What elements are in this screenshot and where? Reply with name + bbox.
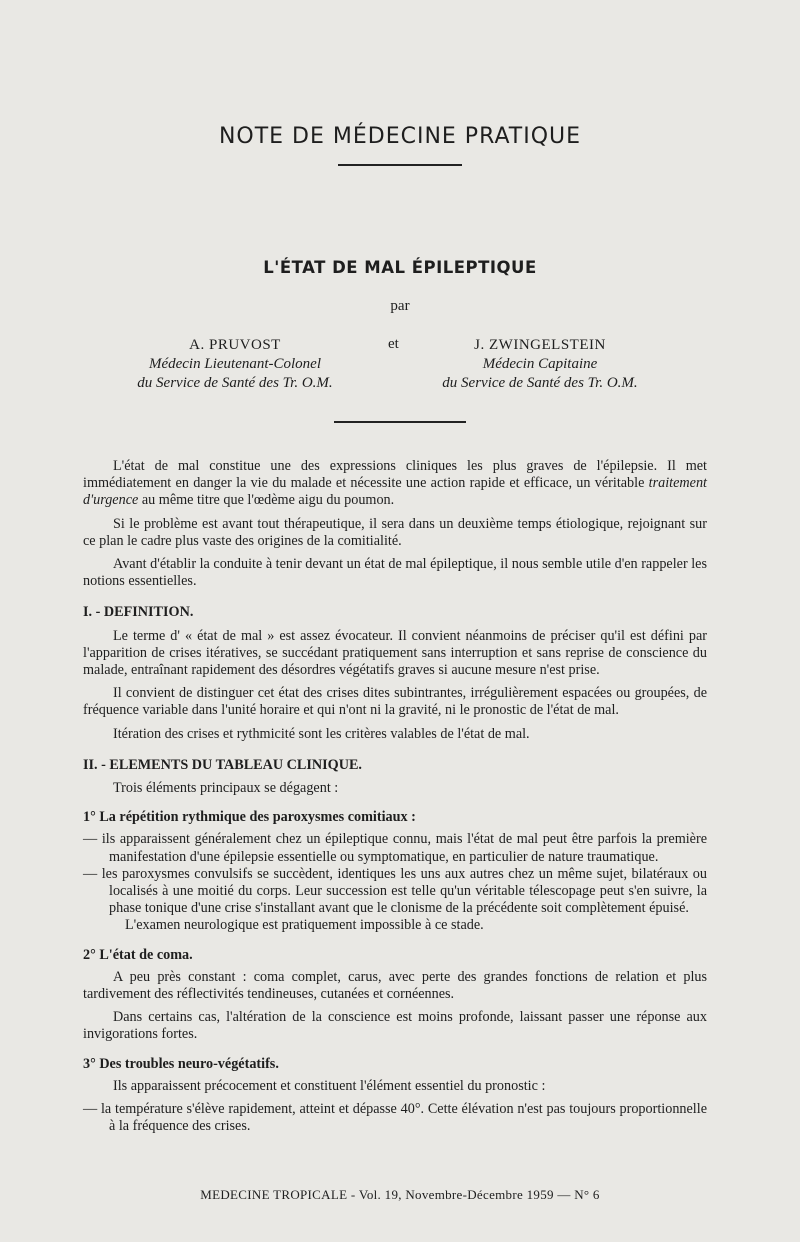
section-heading: II. - ELEMENTS DU TABLEAU CLINIQUE. xyxy=(83,756,362,773)
emphasis-text: traitement d'urgence xyxy=(83,475,707,509)
paragraph: Itération des crises et rythmicité sont les critères valables de l'état de mal. xyxy=(113,725,530,742)
byline-par: par xyxy=(390,298,410,314)
dash-item: — les paroxysmes convulsifs se succèdent, identiques les uns aux autres chez un même sujet, bilatéraux ou localisés à une moitié du corps. Leur succession est telle qu'un véritable télescopage peut s'en suivre, la phase tonique d'une crise s'installant avant que le clonisme de la précédente soit complètement épuisé. xyxy=(83,865,707,917)
paragraph: Trois éléments principaux se dégagent : xyxy=(113,780,339,797)
author-conjunction: et xyxy=(388,336,399,352)
dash-item: — ils apparaissent généralement chez un épileptique connu, mais l'état de mal peut être parfois la première manifestation d'une épilepsie essentielle ou symptomatique, en particulier de nature traumatique. xyxy=(83,831,707,865)
intro-paragraph: Avant d'établir la conduite à tenir devant un état de mal épileptique, il nous semble utile d'en rappeler les notions essentielles. xyxy=(83,556,707,590)
intro-paragraph: Si le problème est avant tout thérapeutique, il sera dans un deuxième temps étiologique, rejoignant sur ce plan le cadre plus vaste des origines de la comitialité. xyxy=(83,515,707,549)
section-heading: I. - DEFINITION. xyxy=(83,604,194,621)
author-service: du Service de Santé des Tr. O.M. xyxy=(442,375,638,391)
paragraph: L'examen neurologique est pratiquement impossible à ce stade. xyxy=(125,917,484,934)
article-body xyxy=(83,458,707,1136)
author-name: A. PRUVOST xyxy=(189,337,281,353)
author-service: du Service de Santé des Tr. O.M. xyxy=(137,375,333,391)
article-title: L'ÉTAT DE MAL ÉPILEPTIQUE xyxy=(263,258,537,277)
author-1 xyxy=(90,336,380,393)
author-2 xyxy=(400,336,680,393)
paragraph: Dans certains cas, l'altération de la conscience est moins profonde, laissant passer une réponse aux invigorations fortes. xyxy=(83,1009,707,1043)
journal-section-title: NOTE DE MÉDECINE PRATIQUE xyxy=(218,124,582,149)
author-role: Médecin Capitaine xyxy=(482,356,598,372)
author-name: J. ZWINGELSTEIN xyxy=(474,337,606,353)
divider-rule xyxy=(338,164,462,166)
subsection-heading: 3° Des troubles neuro-végétatifs. xyxy=(83,1055,279,1072)
subsection-heading: 2° L'état de coma. xyxy=(83,946,193,963)
dash-item: — la température s'élève rapidement, atteint et dépasse 40°. Cette élévation n'est pas toujours proportionnelle à la fréquence des crises. xyxy=(83,1101,707,1135)
paragraph: Le terme d' « état de mal » est assez évocateur. Il convient néanmoins de préciser qu'il est défini par l'apparition de crises itératives, se succédant pratiquement sans interruption et sans reprise de conscience du malade, entraînant rapidement des désordres végétatifs graves si aucune mesure n'est prise. xyxy=(83,627,707,679)
author-role: Médecin Lieutenant-Colonel xyxy=(148,356,322,372)
paragraph: A peu près constant : coma complet, carus, avec perte des grandes fonctions de relation et plus tardivement des réflectivités tendineuses, cutanées et cornéennes. xyxy=(83,968,707,1003)
divider-rule xyxy=(334,421,466,423)
paragraph: Il convient de distinguer cet état des crises dites subintrantes, irrégulièrement espacées ou groupées, de fréquence variable dans l'unité horaire et qui n'ont ni la gravité, ni le pronostic de l'état de mal. xyxy=(83,685,707,719)
intro-paragraph: L'état de mal constitue une des expressions cliniques les plus graves de l'épilepsie. Il met immédiatement en danger la vie du malade et nécessite une action rapide et efficace, un véritable traitement d'urgence au même titre que l'œdème aigu du poumon. xyxy=(83,458,707,509)
page-footer: MEDECINE TROPICALE - Vol. 19, Novembre-Décembre 1959 — N° 6 xyxy=(200,1187,600,1202)
subsection-heading: 1° La répétition rythmique des paroxysmes comitiaux : xyxy=(83,809,416,826)
paragraph: Ils apparaissent précocement et constituent l'élément essentiel du pronostic : xyxy=(113,1077,546,1094)
